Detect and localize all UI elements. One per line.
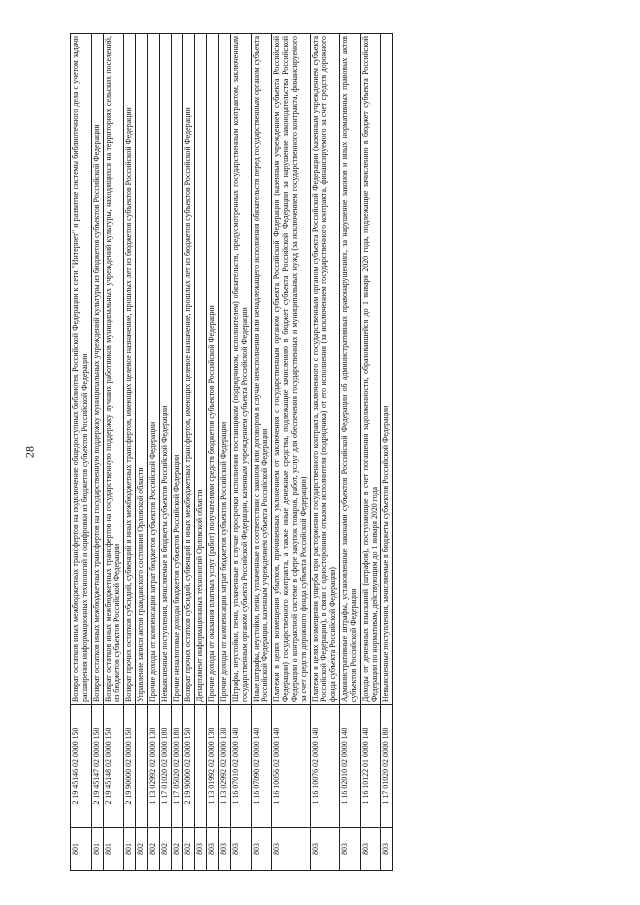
revenue-code-cell: 1 17 01020 02 0000 180 [381,705,393,828]
table-row [183,34,195,871]
description-cell: Возврат остатков иных межбюджетных трансфертов на государственную поддержку лучших работников муниципальных учреждений культуры, находящихся на территориях сельских поселений, из бюджетов субъектов Российской Федерации [103,34,124,705]
table-row [159,34,171,871]
description-cell: Прочие неналоговые доходы бюджетов субъектов Российской Федерации [171,34,183,705]
description-cell: Невыясненные поступления, зачисляемые в бюджеты субъектов Российской Федерации [381,34,393,705]
table-row [103,34,124,871]
description-cell: Штрафы, неустойки, пени, уплаченные в случае просрочки исполнения поставщиком (подрядчиком, исполнителем) обязательств, предусмотренных государственным контрактом, заключенным государственным органом субъекта Российской Федерации, казенным учреждением субъекта Российской Федерации [230,34,251,705]
revenue-code-cell: 2 19 90000 02 0000 150 [124,705,136,828]
revenue-code-cell: 1 16 10056 02 0000 140 [272,705,310,828]
admin-code-cell: 801 [91,828,103,871]
description-cell: Возврат прочих остатков субсидий, субвенций и иных межбюджетных трансфертов, имеющих целевое назначение, прошлых лет из бюджетов субъектов Российской Федерации [124,34,136,705]
table-body [71,34,393,871]
admin-code-cell: 802 [183,828,195,871]
table-row [251,34,272,871]
table-row [381,34,393,871]
revenue-codes-table [70,33,393,871]
table-row [171,34,183,871]
revenue-code-cell: 2 19 45146 02 0000 150 [71,705,92,828]
admin-code-cell: 803 [340,828,361,871]
revenue-code-cell: 1 13 02992 02 0000 130 [147,705,159,828]
admin-code-cell: 803 [381,828,393,871]
admin-code-cell: 802 [159,828,171,871]
description-cell: Прочие доходы от компенсации затрат бюджетов субъектов Российской Федерации [147,34,159,705]
admin-code-cell: 803 [360,828,381,871]
table-row [147,34,159,871]
table-row [340,34,361,871]
admin-code-cell: 801 [124,828,136,871]
rotated-page [70,33,570,871]
description-cell: Невыясненные поступления, зачисляемые в бюджеты субъектов Российской Федерации [159,34,171,705]
table-row [136,34,148,871]
revenue-code-cell: 1 13 02992 02 0000 130 [218,705,230,828]
description-cell: Департамент информационных технологий Орловской области [195,34,207,705]
table-row [195,34,207,871]
revenue-code-cell: 1 16 07090 02 0000 140 [251,705,272,828]
revenue-code-cell: 1 13 01992 02 0000 130 [207,705,219,828]
revenue-code-cell: 1 16 10122 01 0000 140 [360,705,381,828]
table-row [230,34,251,871]
description-cell: Административные штрафы, установленные законами субъектов Российской Федерации об административных правонарушениях, за нарушение законов и иных нормативных правовых актов субъектов Российской Федерации [340,34,361,705]
table-row [360,34,381,871]
table-row [310,34,340,871]
table-row [207,34,219,871]
description-cell: Доходы от денежных взысканий (штрафов), поступающие в счет погашения задолженности, образовавшейся до 1 января 2020 года, подлежащие зачислению в бюджет субъекта Российской Федерации по нормативам, действующим до 1 января 2020 года [360,34,381,705]
table-row [124,34,136,871]
revenue-code-cell: 2 19 90000 02 0000 150 [183,705,195,828]
table-row [91,34,103,871]
description-cell: Прочие доходы от компенсации затрат бюджетов субъектов Российской Федерации [218,34,230,705]
admin-code-cell: 801 [103,828,124,871]
revenue-code-cell: 1 17 01020 02 0000 180 [159,705,171,828]
admin-code-cell: 801 [71,828,92,871]
admin-code-cell: 803 [310,828,340,871]
admin-code-cell: 803 [218,828,230,871]
description-cell: Управление записи актов гражданского состояния Орловской области [136,34,148,705]
admin-code-cell: 803 [230,828,251,871]
revenue-code-cell: 1 16 02010 02 0000 140 [340,705,361,828]
admin-code-cell: 802 [171,828,183,871]
revenue-code-cell: 1 16 07010 02 0000 140 [230,705,251,828]
table-row [272,34,310,871]
admin-code-cell: 803 [272,828,310,871]
description-cell: Прочие доходы от оказания платных услуг (работ) получателями средств бюджетов субъектов Российской Федерации [207,34,219,705]
admin-code-cell: 803 [195,828,207,871]
revenue-code-cell [195,705,207,828]
table-row [218,34,230,871]
revenue-code-cell: 2 19 45148 02 0000 150 [103,705,124,828]
admin-code-cell: 802 [147,828,159,871]
description-cell: Иные штрафы, неустойки, пени, уплаченные в соответствии с законом или договором в случае неисполнения или ненадлежащего исполнения обязательств перед государственным органом субъекта Российской Федерации, казенным учреждением субъекта Российской Федерации [251,34,272,705]
admin-code-cell: 803 [251,828,272,871]
page-number: 28 [22,446,37,458]
description-cell: Платежи в целях возмещения ущерба при расторжении государственного контракта, заключенного с государственным органом субъекта Российской Федерации (казенным учреждением субъекта Российской Федерации), в связи с односторонним отказом исполнителя (подрядчика) от его исполнения (за исключением государственного контракта, финансируемого за счет средств дорожного фонда субъекта Российской Федерации) [310,34,340,705]
description-cell: Платежи в целях возмещения убытков, причиненных уклонением от заключения с государственным органом субъекта Российской Федерации (казенным учреждением субъекта Российской Федерации) государственного контракта, а также иные денежные средства, подлежащие зачислению в бюджет субъекта Российской Федерации за нарушение законодательства Российской Федерации о контрактной системе в сфере закупок товаров, работ, услуг для обеспечения государственных и муниципальных нужд (за исключением государственного контракта, финансируемого за счет средств дорожного фонда субъекта Российской Федерации) [272,34,310,705]
revenue-code-cell: 1 16 10076 02 0000 140 [310,705,340,828]
description-cell: Возврат остатков иных межбюджетных трансфертов на государственную поддержку муниципальных учреждений культуры из бюджетов субъектов Российской Федерации [91,34,103,705]
table-row [71,34,92,871]
description-cell: Возврат остатков иных межбюджетных трансфертов на подключение общедоступных библиотек Российской Федерации к сети "Интернет" и развитие системы библиотечного дела с учетом задачи расширения информационных технологий и оцифровки из бюджетов субъектов Российской Федерации [71,34,92,705]
revenue-code-cell [136,705,148,828]
admin-code-cell: 802 [136,828,148,871]
revenue-code-cell: 1 17 05020 02 0000 180 [171,705,183,828]
revenue-code-cell: 2 19 45147 02 0000 150 [91,705,103,828]
description-cell: Возврат прочих остатков субсидий, субвенций и иных межбюджетных трансфертов, имеющих целевое назначение, прошлых лет из бюджетов субъектов Российской Федерации [183,34,195,705]
admin-code-cell: 803 [207,828,219,871]
